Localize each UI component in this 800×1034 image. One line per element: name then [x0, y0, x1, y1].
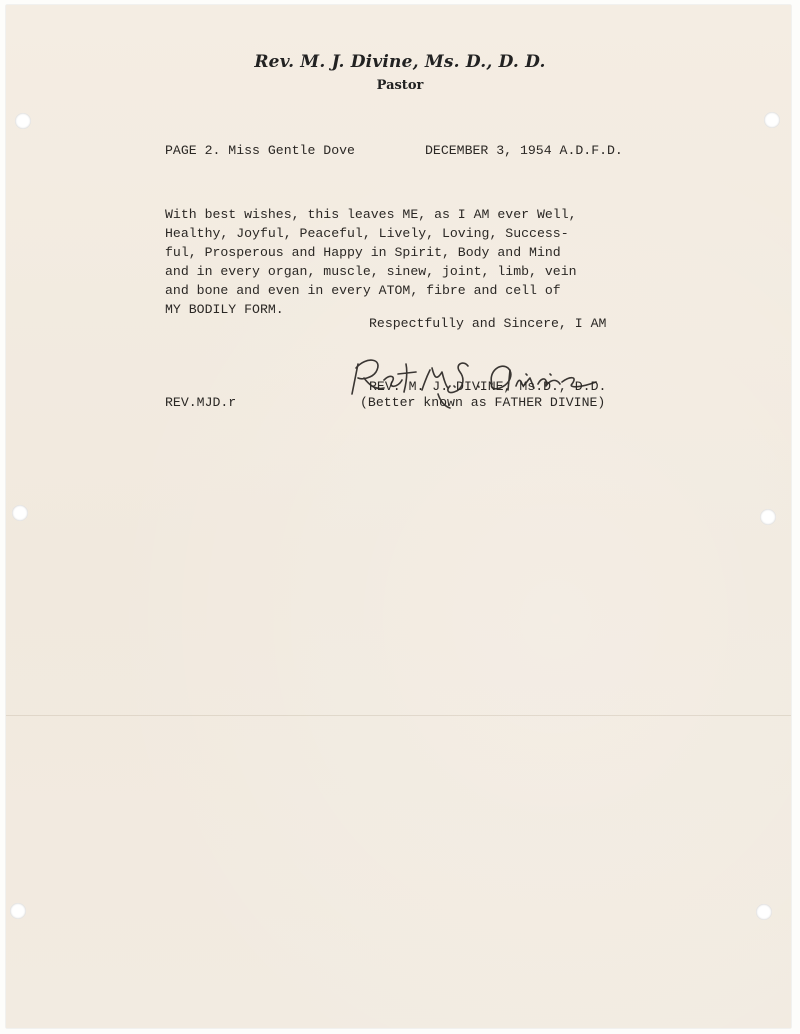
- paper-fold-line: [6, 715, 791, 716]
- letterhead-title: Pastor: [376, 78, 424, 93]
- punch-hole-right-top: [764, 112, 780, 128]
- punch-hole-right-middle: [760, 509, 776, 525]
- punch-hole-left-middle: [12, 505, 28, 521]
- body-line: With best wishes, this leaves ME, as I AM ever Well,: [165, 207, 577, 222]
- closing-line: Respectfully and Sincere, I AM: [369, 316, 607, 331]
- typed-signature-name: REV. M. J. DIVINE, Ms.D., D.D.: [369, 379, 607, 394]
- letterhead-name: Rev. M. J. Divine, Ms. D., D. D.: [254, 52, 546, 72]
- letter-date: DECEMBER 3, 1954 A.D.F.D.: [425, 143, 623, 158]
- reference-initials: REV.MJD.r: [165, 395, 237, 410]
- page-reference: PAGE 2. Miss Gentle Dove: [165, 143, 355, 158]
- body-line: and bone and even in every ATOM, fibre and cell of: [165, 283, 561, 298]
- body-line: MY BODILY FORM.: [165, 302, 284, 317]
- body-line: ful, Prosperous and Happy in Spirit, Body and Mind: [165, 245, 561, 260]
- punch-hole-right-bottom: [756, 904, 772, 920]
- body-line: Healthy, Joyful, Peaceful, Lively, Loving, Success-: [165, 226, 569, 241]
- punch-hole-left-bottom: [10, 903, 26, 919]
- body-line: and in every organ, muscle, sinew, joint, limb, vein: [165, 264, 577, 279]
- typed-signature-note: (Better known as FATHER DIVINE): [360, 395, 606, 410]
- punch-hole-left-top: [15, 113, 31, 129]
- letter-page: [6, 5, 791, 1028]
